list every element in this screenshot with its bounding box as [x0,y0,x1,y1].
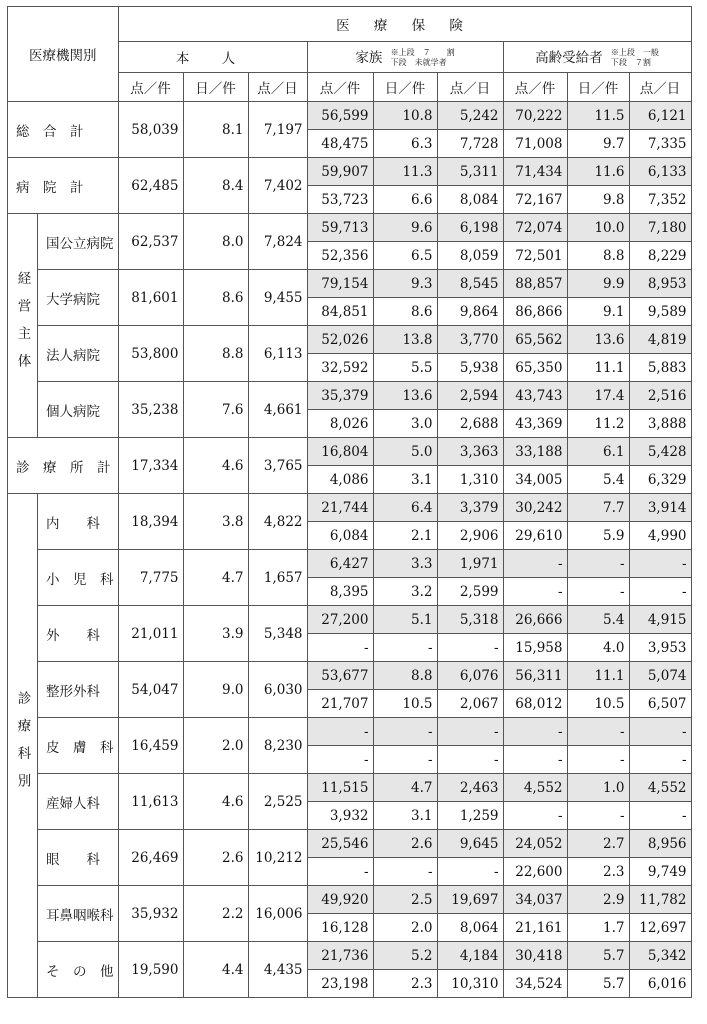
lower-value: 9,589 [629,298,691,326]
lower-value: 4.0 [567,634,629,662]
lower-value: 2.3 [373,970,437,998]
honnin-value: 5,348 [248,606,307,662]
upper-value: 56,311 [503,662,567,690]
upper-value: 5.1 [373,606,437,634]
lower-value: 5.4 [567,466,629,494]
honnin-value: 62,485 [118,158,183,214]
upper-value: 30,418 [503,942,567,970]
lower-value: - [567,578,629,606]
table-row [8,102,692,130]
upper-value: 11.1 [567,662,629,690]
upper-value: 16,804 [307,438,373,466]
upper-value: 52,026 [307,326,373,354]
koureisha-note [611,48,659,68]
row-label: 眼 科 [38,830,119,886]
upper-value: 3,363 [437,438,503,466]
lower-value: 7,352 [629,186,691,214]
lower-value: 43,369 [503,410,567,438]
lower-value: 8,064 [437,914,503,942]
upper-value: 2,463 [437,774,503,802]
honnin-value: 8.0 [183,214,248,270]
upper-value: 3,379 [437,494,503,522]
honnin-value: 11,613 [118,774,183,830]
upper-value: 88,857 [503,270,567,298]
upper-value: - [629,718,691,746]
upper-value: 9.9 [567,270,629,298]
upper-value: 5,242 [437,102,503,130]
upper-value: 5,428 [629,438,691,466]
upper-value: 8,953 [629,270,691,298]
honnin-value: 7,197 [248,102,307,158]
row-label: 病 院 計 [8,158,119,214]
lower-value: 3.2 [373,578,437,606]
row-label: 産婦人科 [38,774,119,830]
upper-value: 6,198 [437,214,503,242]
upper-value: 3,770 [437,326,503,354]
upper-value: 43,743 [503,382,567,410]
lower-value: 1,259 [437,802,503,830]
lower-value: 2,688 [437,410,503,438]
lower-value: 53,723 [307,186,373,214]
kazoku-note-2: 下段 未就学者 [390,58,447,68]
lower-value: 2.1 [373,522,437,550]
table-row [8,158,692,186]
upper-value: 79,154 [307,270,373,298]
lower-value: 34,524 [503,970,567,998]
row-label: 大学病院 [38,270,119,326]
unit-header: 点／日 [248,73,307,102]
honnin-value: 16,459 [118,718,183,774]
lower-value: 22,600 [503,858,567,886]
unit-header: 点／日 [629,73,691,102]
upper-value: 5.7 [567,942,629,970]
upper-value: 11,515 [307,774,373,802]
upper-value: 9.6 [373,214,437,242]
honnin-value: 4,822 [248,494,307,550]
unit-header: 点／件 [503,73,567,102]
honnin-value: 4.6 [183,438,248,494]
lower-value: 86,866 [503,298,567,326]
lower-value: 5,938 [437,354,503,382]
lower-value: 6,084 [307,522,373,550]
lower-value: 71,008 [503,130,567,158]
honnin-value: 7,402 [248,158,307,214]
upper-value: 65,562 [503,326,567,354]
lower-value: 21,707 [307,690,373,718]
upper-value: 4,184 [437,942,503,970]
upper-value: 5,074 [629,662,691,690]
lower-value: 3,953 [629,634,691,662]
upper-value: - [307,718,373,746]
upper-value: 72,074 [503,214,567,242]
upper-value: 4,552 [629,774,691,802]
lower-value: - [629,802,691,830]
upper-value: 11,782 [629,886,691,914]
lower-value: 8,084 [437,186,503,214]
lower-value: 8,026 [307,410,373,438]
honnin-value: 8.8 [183,326,248,382]
table-row [8,662,692,690]
table-row [8,382,692,410]
row-label: 外 科 [38,606,119,662]
upper-value: 70,222 [503,102,567,130]
lower-value: 21,161 [503,914,567,942]
upper-value: 13.6 [567,326,629,354]
institution-header: 医療機関別 [8,7,119,102]
upper-value: 35,379 [307,382,373,410]
unit-header: 日／件 [567,73,629,102]
upper-value: 10.0 [567,214,629,242]
table-row [8,326,692,354]
upper-value: 9,645 [437,830,503,858]
upper-value: 10.8 [373,102,437,130]
upper-value: 30,242 [503,494,567,522]
honnin-value: 10,212 [248,830,307,886]
upper-value: 6,121 [629,102,691,130]
upper-value: 3,914 [629,494,691,522]
lower-value: - [307,858,373,886]
lower-value: 9,864 [437,298,503,326]
upper-value: 6.1 [567,438,629,466]
lower-value: 5.5 [373,354,437,382]
lower-value: 10.5 [373,690,437,718]
group-label-shinryou: 診療科別 [8,494,38,998]
table-row [8,270,692,298]
honnin-value: 2.0 [183,718,248,774]
honnin-value: 2.6 [183,830,248,886]
lower-value: 16,128 [307,914,373,942]
row-label: 国公立病院 [38,214,119,270]
table-row [8,214,692,242]
lower-value: 23,198 [307,970,373,998]
honnin-value: 3,765 [248,438,307,494]
unit-header: 日／件 [183,73,248,102]
lower-value: 65,350 [503,354,567,382]
upper-value: 27,200 [307,606,373,634]
lower-value: 8,059 [437,242,503,270]
upper-value: - [567,550,629,578]
honnin-header: 本 人 [118,42,307,73]
row-label: 内 科 [38,494,119,550]
lower-value: 12,697 [629,914,691,942]
upper-value: 11.3 [373,158,437,186]
lower-value: 15,958 [503,634,567,662]
lower-value: 8.6 [373,298,437,326]
upper-value: 2,594 [437,382,503,410]
upper-value: 59,713 [307,214,373,242]
honnin-value: 58,039 [118,102,183,158]
honnin-value: 4.7 [183,550,248,606]
group-label-keiei: 経営主体 [8,214,38,438]
lower-value: - [503,802,567,830]
row-label: 整形外科 [38,662,119,718]
lower-value: 8,229 [629,242,691,270]
unit-header: 点／件 [307,73,373,102]
honnin-value: 4,661 [248,382,307,438]
upper-value: 5,342 [629,942,691,970]
lower-value: 84,851 [307,298,373,326]
lower-value: 7,728 [437,130,503,158]
upper-value: 11.6 [567,158,629,186]
honnin-value: 2,525 [248,774,307,830]
lower-value: 5,883 [629,354,691,382]
upper-value: 2.7 [567,830,629,858]
lower-value: 1.7 [567,914,629,942]
upper-value: 5.4 [567,606,629,634]
honnin-value: 4.4 [183,942,248,998]
lower-value: 29,610 [503,522,567,550]
upper-value: 34,037 [503,886,567,914]
honnin-value: 7,824 [248,214,307,270]
upper-value: 59,907 [307,158,373,186]
lower-value: 11.2 [567,410,629,438]
lower-value: - [437,858,503,886]
row-label: そ の 他 [38,942,119,998]
upper-value: 7.7 [567,494,629,522]
lower-value: - [503,578,567,606]
row-label: 耳鼻咽喉科 [38,886,119,942]
lower-value: 2.3 [567,858,629,886]
honnin-value: 54,047 [118,662,183,718]
honnin-value: 21,011 [118,606,183,662]
lower-value: 2,599 [437,578,503,606]
lower-value: - [437,746,503,774]
upper-value: 7,180 [629,214,691,242]
upper-value: 33,188 [503,438,567,466]
honnin-value: 8.6 [183,270,248,326]
koureisha-note-1: ※上段 一般 [610,48,659,58]
lower-value: 11.1 [567,354,629,382]
lower-value: 9.7 [567,130,629,158]
upper-value: 11.5 [567,102,629,130]
lower-value: 6,016 [629,970,691,998]
kazoku-label: 家族 [355,49,383,66]
upper-value: 26,666 [503,606,567,634]
honnin-value: 17,334 [118,438,183,494]
lower-value: 5.7 [567,970,629,998]
kazoku-note-1: ※上段 ７ 割 [390,48,455,58]
upper-value: 4.7 [373,774,437,802]
upper-value: 8.8 [373,662,437,690]
lower-value: 6.3 [373,130,437,158]
lower-value: 3.1 [373,466,437,494]
honnin-value: 62,537 [118,214,183,270]
row-label: 個人病院 [38,382,119,438]
upper-value: 3.3 [373,550,437,578]
upper-value: 6,427 [307,550,373,578]
lower-value: 48,475 [307,130,373,158]
lower-value: 4,990 [629,522,691,550]
medical-cost-table [7,6,692,998]
lower-value: 5.9 [567,522,629,550]
upper-value: 6,076 [437,662,503,690]
row-label: 診 療 所 計 [8,438,119,494]
honnin-value: 4,435 [248,942,307,998]
lower-value: 10,310 [437,970,503,998]
lower-value: 6,507 [629,690,691,718]
table-row [8,550,692,578]
kazoku-header [307,42,503,73]
upper-value: 19,697 [437,886,503,914]
table-row [8,438,692,466]
lower-value: - [503,746,567,774]
lower-value: - [437,634,503,662]
upper-value: - [567,718,629,746]
upper-value: 6,133 [629,158,691,186]
lower-value: - [373,858,437,886]
honnin-value: 16,006 [248,886,307,942]
lower-value: 2,906 [437,522,503,550]
honnin-value: 2.2 [183,886,248,942]
honnin-value: 53,800 [118,326,183,382]
koureisha-header [503,42,691,73]
lower-value: - [373,746,437,774]
lower-value: 72,167 [503,186,567,214]
lower-value: 3.0 [373,410,437,438]
table-row [8,942,692,970]
upper-value: 1.0 [567,774,629,802]
upper-value: - [373,718,437,746]
honnin-value: 3.9 [183,606,248,662]
honnin-value: 81,601 [118,270,183,326]
upper-value: 25,546 [307,830,373,858]
row-label: 総 合 計 [8,102,119,158]
upper-value: 2.6 [373,830,437,858]
unit-header: 点／日 [437,73,503,102]
upper-value: 5.0 [373,438,437,466]
upper-value: 53,677 [307,662,373,690]
upper-value: 56,599 [307,102,373,130]
lower-value: 3,888 [629,410,691,438]
lower-value: - [629,746,691,774]
upper-value: 13.8 [373,326,437,354]
lower-value: 2,067 [437,690,503,718]
lower-value: 72,501 [503,242,567,270]
honnin-value: 7,775 [118,550,183,606]
koureisha-note-2: 下段 ７割 [610,58,651,68]
upper-value: 2,516 [629,382,691,410]
honnin-value: 4.6 [183,774,248,830]
koureisha-label: 高齢受給者 [535,49,603,66]
lower-value: 9.1 [567,298,629,326]
upper-value: 4,552 [503,774,567,802]
lower-value: 1,310 [437,466,503,494]
lower-value: 10.5 [567,690,629,718]
upper-value: 2.9 [567,886,629,914]
honnin-value: 7.6 [183,382,248,438]
lower-value: 4,086 [307,466,373,494]
lower-value: 68,012 [503,690,567,718]
lower-value: 9.8 [567,186,629,214]
row-label: 皮 膚 科 [38,718,119,774]
table-row [8,718,692,746]
lower-value: - [567,802,629,830]
upper-value: 5.2 [373,942,437,970]
lower-value: - [567,746,629,774]
unit-header: 点／件 [118,73,183,102]
upper-value: 1,971 [437,550,503,578]
lower-value: 8,395 [307,578,373,606]
unit-header: 日／件 [373,73,437,102]
upper-value: - [629,550,691,578]
honnin-value: 8,230 [248,718,307,774]
honnin-value: 8.1 [183,102,248,158]
row-label: 小 児 科 [38,550,119,606]
upper-value: 21,744 [307,494,373,522]
honnin-value: 19,590 [118,942,183,998]
table-row [8,606,692,634]
insurance-header: 医 療 保 険 [118,7,691,42]
lower-value: - [307,634,373,662]
upper-value: - [437,718,503,746]
table-row [8,886,692,914]
upper-value: 13.6 [373,382,437,410]
lower-value: 2.0 [373,914,437,942]
lower-value: 32,592 [307,354,373,382]
upper-value: 2.5 [373,886,437,914]
lower-value: - [373,634,437,662]
honnin-value: 26,469 [118,830,183,886]
lower-value: 3,932 [307,802,373,830]
upper-value: 8,545 [437,270,503,298]
honnin-value: 6,030 [248,662,307,718]
honnin-value: 9,455 [248,270,307,326]
upper-value: 71,434 [503,158,567,186]
upper-value: - [503,718,567,746]
row-label: 法人病院 [38,326,119,382]
lower-value: 34,005 [503,466,567,494]
upper-value: 4,915 [629,606,691,634]
honnin-value: 3.8 [183,494,248,550]
honnin-value: 35,238 [118,382,183,438]
table-row [8,774,692,802]
lower-value: 52,356 [307,242,373,270]
lower-value: 6.5 [373,242,437,270]
upper-value: 17.4 [567,382,629,410]
lower-value: - [629,578,691,606]
honnin-value: 9.0 [183,662,248,718]
lower-value: 7,335 [629,130,691,158]
lower-value: 6,329 [629,466,691,494]
upper-value: 5,311 [437,158,503,186]
upper-value: 6.4 [373,494,437,522]
upper-value: 8,956 [629,830,691,858]
lower-value: - [307,746,373,774]
upper-value: - [503,550,567,578]
lower-value: 6.6 [373,186,437,214]
honnin-value: 6,113 [248,326,307,382]
upper-value: 24,052 [503,830,567,858]
upper-value: 4,819 [629,326,691,354]
upper-value: 5,318 [437,606,503,634]
lower-value: 8.8 [567,242,629,270]
upper-value: 9.3 [373,270,437,298]
honnin-value: 8.4 [183,158,248,214]
honnin-value: 1,657 [248,550,307,606]
lower-value: 9,749 [629,858,691,886]
table-row [8,830,692,858]
kazoku-note [391,48,455,68]
upper-value: 49,920 [307,886,373,914]
upper-value: 21,736 [307,942,373,970]
honnin-value: 35,932 [118,886,183,942]
lower-value: 3.1 [373,802,437,830]
table-row [8,494,692,522]
honnin-value: 18,394 [118,494,183,550]
